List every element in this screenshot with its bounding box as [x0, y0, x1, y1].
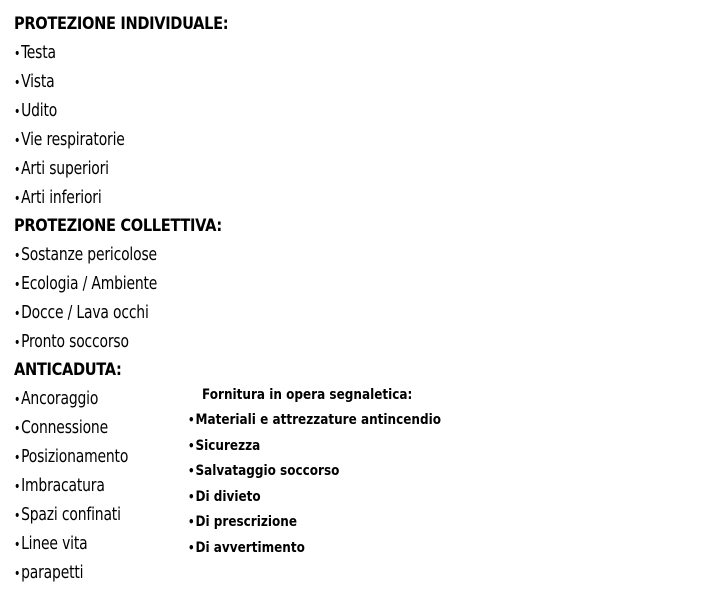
bullet: •	[188, 515, 195, 529]
bullet: •	[14, 392, 21, 408]
heading-anticaduta: ANTICADUTA:	[14, 360, 122, 380]
item-label: Sostanze pericolose	[21, 244, 157, 265]
list-item	[14, 558, 238, 587]
item-label: Arti inferiori	[21, 187, 102, 208]
item-label: Spazi confinati	[21, 504, 121, 525]
item-label: Arti superiori	[21, 158, 109, 179]
list-item	[14, 298, 238, 327]
item-label: Connessione	[21, 417, 108, 438]
item-label: Docce / Lava occhi	[21, 302, 149, 323]
bullet: •	[188, 540, 195, 555]
list-item	[188, 434, 463, 460]
bullet: •	[14, 104, 21, 120]
segnaletica-list	[188, 383, 508, 561]
bullet: •	[188, 489, 195, 504]
bullet: •	[14, 75, 21, 91]
bullet: •	[14, 277, 21, 293]
item-label: Di avvertimento	[195, 539, 305, 556]
item-label: Vie respiratorie	[21, 129, 125, 150]
list-item	[14, 240, 238, 269]
bullet: •	[14, 162, 21, 178]
item-label: Imbracatura	[21, 475, 105, 496]
list-item	[188, 408, 463, 434]
bullet: •	[14, 335, 21, 351]
item-label: Salvataggio soccorso	[195, 463, 340, 479]
bullet: •	[14, 421, 21, 437]
bullet: •	[14, 46, 21, 62]
heading-segnaletica: Fornitura in opera segnaletica:	[202, 387, 413, 403]
item-label: Ancoraggio	[21, 388, 99, 409]
list-item	[14, 154, 238, 183]
item-label: Linee vita	[21, 533, 88, 554]
bullet: •	[14, 133, 21, 149]
item-label: Di prescrizione	[195, 514, 298, 530]
list-item	[14, 38, 238, 67]
bullet: •	[188, 438, 195, 453]
list-item	[14, 96, 238, 125]
bullet: •	[14, 479, 21, 495]
list-item	[188, 485, 463, 511]
item-label: Posizionamento	[21, 446, 129, 467]
list-item	[14, 183, 238, 212]
bullet: •	[14, 248, 21, 264]
item-label: Pronto soccorso	[21, 331, 129, 352]
item-label: Testa	[21, 42, 56, 63]
item-label: Udito	[21, 100, 58, 121]
bullet: •	[14, 306, 21, 322]
bullet: •	[14, 191, 21, 207]
bullet: •	[14, 508, 21, 524]
item-label: parapetti	[21, 562, 84, 583]
list-item	[188, 459, 463, 485]
list-item	[14, 327, 238, 356]
list-item	[14, 125, 238, 154]
item-label: Materiali e attrezzature antincendio	[195, 412, 442, 428]
list-item	[14, 269, 238, 298]
bullet: •	[188, 464, 195, 478]
list-item	[188, 536, 463, 562]
bullet: •	[14, 450, 21, 466]
heading-protezione-collettiva: PROTEZIONE COLLETTIVA:	[14, 216, 222, 236]
item-label: Ecologia / Ambiente	[21, 273, 158, 294]
bullet: •	[14, 537, 21, 553]
list-item	[14, 67, 238, 96]
bullet: •	[188, 413, 195, 427]
bullet: •	[14, 566, 21, 582]
heading-protezione-individuale: PROTEZIONE INDIVIDUALE:	[14, 14, 229, 34]
item-label: Di divieto	[195, 488, 261, 505]
item-label: Vista	[21, 71, 55, 92]
list-item	[188, 510, 463, 536]
item-label: Sicurezza	[195, 437, 261, 454]
